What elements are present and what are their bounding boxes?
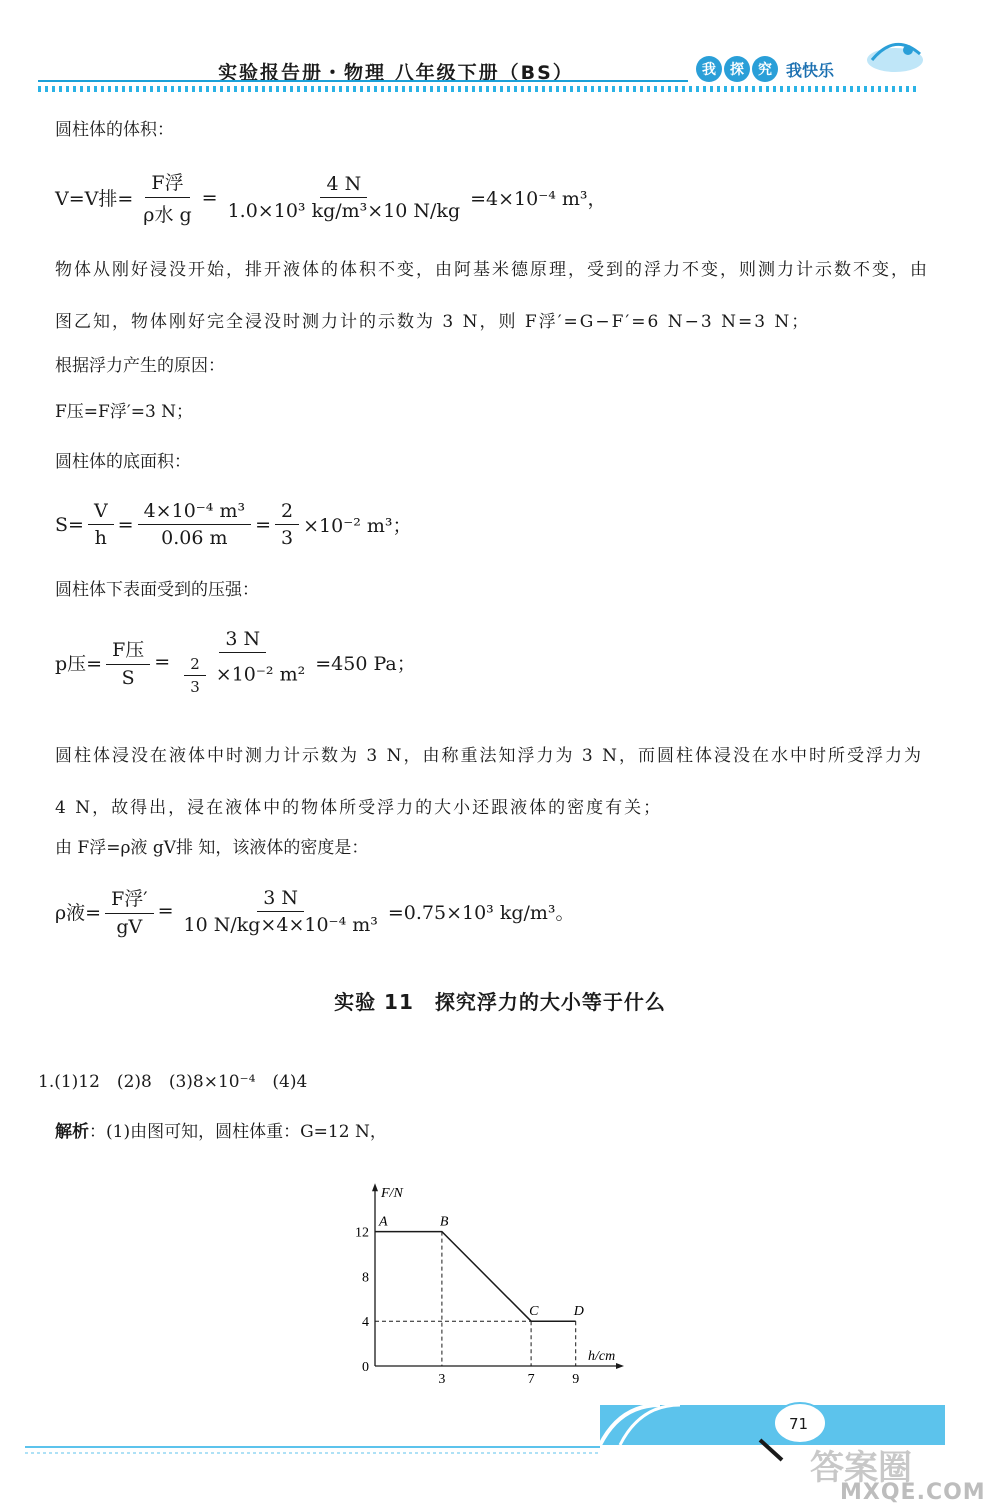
eq-text: V=V排=: [55, 188, 134, 210]
fraction-numerator: F压: [106, 635, 150, 665]
fraction-numerator: V: [88, 500, 114, 525]
y-axis-label: F/N: [381, 1186, 403, 1202]
fraction: [174, 628, 311, 696]
fraction-denominator: h: [94, 527, 107, 549]
brand-text: 我快乐: [786, 60, 835, 80]
mascot-icon: [860, 30, 930, 80]
y-tick-label: 12: [355, 1225, 369, 1241]
eq-text: ×10⁻² m³；: [303, 515, 412, 537]
fraction-denominator: gV: [116, 916, 143, 938]
eq-text: =450 Pa；: [315, 652, 416, 675]
fraction: [106, 635, 150, 689]
point-label: B: [439, 1214, 449, 1230]
answer-line: 1.(1)12 (2)8 (3)8×10⁻⁴ (4)4: [38, 1072, 308, 1092]
fraction: [184, 655, 206, 696]
brand-badge: 究: [752, 56, 778, 82]
eq-text: =: [117, 513, 134, 536]
fraction-denominator: S: [121, 667, 135, 689]
text-line: 由 F浮=ρ液 gV排 知，该液体的密度是：: [55, 838, 369, 858]
brand-logo: [696, 56, 834, 82]
text-line: F压=F浮′=3 N；: [55, 402, 194, 422]
text-line: 圆柱体下表面受到的压强：: [55, 580, 259, 600]
point-label: A: [379, 1214, 388, 1230]
y-tick-label: 8: [362, 1270, 369, 1286]
fraction-numerator: F浮′: [105, 884, 154, 914]
section-title: 实验 11 探究浮力的大小等于什么: [334, 990, 666, 1014]
x-axis-arrow: [616, 1363, 624, 1369]
fraction-denominator: ρ水 g: [143, 204, 192, 226]
fraction-numerator: 4×10⁻⁴ m³: [138, 500, 252, 525]
y-tick-label: 4: [362, 1315, 369, 1331]
fraction: [88, 500, 114, 549]
fraction: [275, 500, 299, 549]
fraction-numerator: F浮: [145, 168, 189, 198]
analysis-line: [55, 1122, 387, 1142]
eq-text: =4×10⁻⁴ m³，: [470, 188, 607, 210]
x-tick-label: 7: [527, 1372, 535, 1385]
eq-text: ×10⁻² m²: [215, 663, 306, 686]
text-line: 圆柱体的体积：: [55, 120, 174, 140]
eq-text: =0.75×10³ kg/m³。: [387, 901, 575, 924]
equation-area: [55, 500, 412, 549]
fraction: [138, 500, 252, 549]
y-axis-arrow: [372, 1183, 378, 1191]
point-label: C: [529, 1304, 539, 1320]
fraction: [137, 168, 197, 227]
eq-text: =: [201, 186, 218, 209]
fraction-numerator: 3 N: [219, 628, 266, 653]
text-line: 圆柱体的底面积：: [55, 452, 191, 472]
fraction-numerator: 3 N: [257, 887, 304, 912]
page-number: 71: [789, 1415, 809, 1433]
page-header: [0, 0, 1000, 100]
eq-text: S=: [55, 513, 84, 536]
eq-text: =: [154, 651, 171, 673]
x-tick-label: 9: [572, 1372, 580, 1385]
analysis-text: ：(1)由图可知，圆柱体重：G=12 N，: [89, 1122, 387, 1142]
brand-badge: 我: [696, 56, 722, 82]
text-line: 根据浮力产生的原因：: [55, 356, 225, 376]
fraction-numerator: 2: [184, 655, 206, 676]
paragraph: 物体从刚好浸没开始，排开液体的体积不变，由阿基米德原理，受到的浮力不变，则测力计示数不变，由图乙知，物体刚好完全浸没时测力计的示数为 3 N，则 F浮′=G−F′=6 N−3 N=3 N；: [55, 260, 929, 332]
fraction: [222, 173, 467, 222]
fraction-denominator: 3: [190, 678, 200, 696]
x-tick-label: 3: [438, 1372, 446, 1385]
fraction-denominator: 3: [281, 527, 294, 549]
fraction-denominator: [174, 653, 311, 696]
eq-text: ρ液=: [55, 901, 102, 924]
eq-text: =: [157, 900, 174, 922]
equation-pressure: [55, 628, 416, 696]
header-title: 实验报告册・物理 八年级下册（BS）: [218, 62, 574, 84]
paragraph: 圆柱体浸没在液体中时测力计示数为 3 N，由称重法知浮力为 3 N，而圆柱体浸没在水中时所受浮力为 4 N，故得出，浸在液体中的物体所受浮力的大小还跟液体的密度有关；: [55, 746, 923, 818]
fraction-denominator: 1.0×10³ kg/m³×10 N/kg: [227, 200, 461, 222]
point-label: D: [573, 1304, 584, 1320]
fraction-numerator: 2: [275, 500, 299, 525]
eq-text: p压=: [55, 652, 103, 675]
fraction: [178, 887, 384, 936]
y-tick-label: 0: [362, 1360, 369, 1375]
fraction: [105, 884, 154, 938]
fraction-denominator: 0.06 m: [161, 527, 228, 549]
force-depth-chart: [340, 1170, 640, 1385]
data-series-line: [375, 1232, 576, 1322]
eq-text: =: [255, 513, 272, 536]
equation-density: [55, 884, 575, 938]
fraction-denominator: 10 N/kg×4×10⁻⁴ m³: [183, 913, 378, 936]
analysis-label: 解析: [55, 1122, 89, 1142]
watermark-logo: 答案圈: [810, 1448, 912, 1488]
brand-badge: 探: [724, 56, 750, 82]
equation-volume: [55, 168, 607, 227]
watermark-url: MXQE.COM: [840, 1480, 986, 1505]
x-axis-label: h/cm: [588, 1349, 616, 1364]
header-rule: [38, 80, 688, 82]
chart-layer: [355, 1183, 624, 1385]
fraction-numerator: 4 N: [320, 173, 367, 198]
header-dotted-rule: [38, 86, 918, 92]
